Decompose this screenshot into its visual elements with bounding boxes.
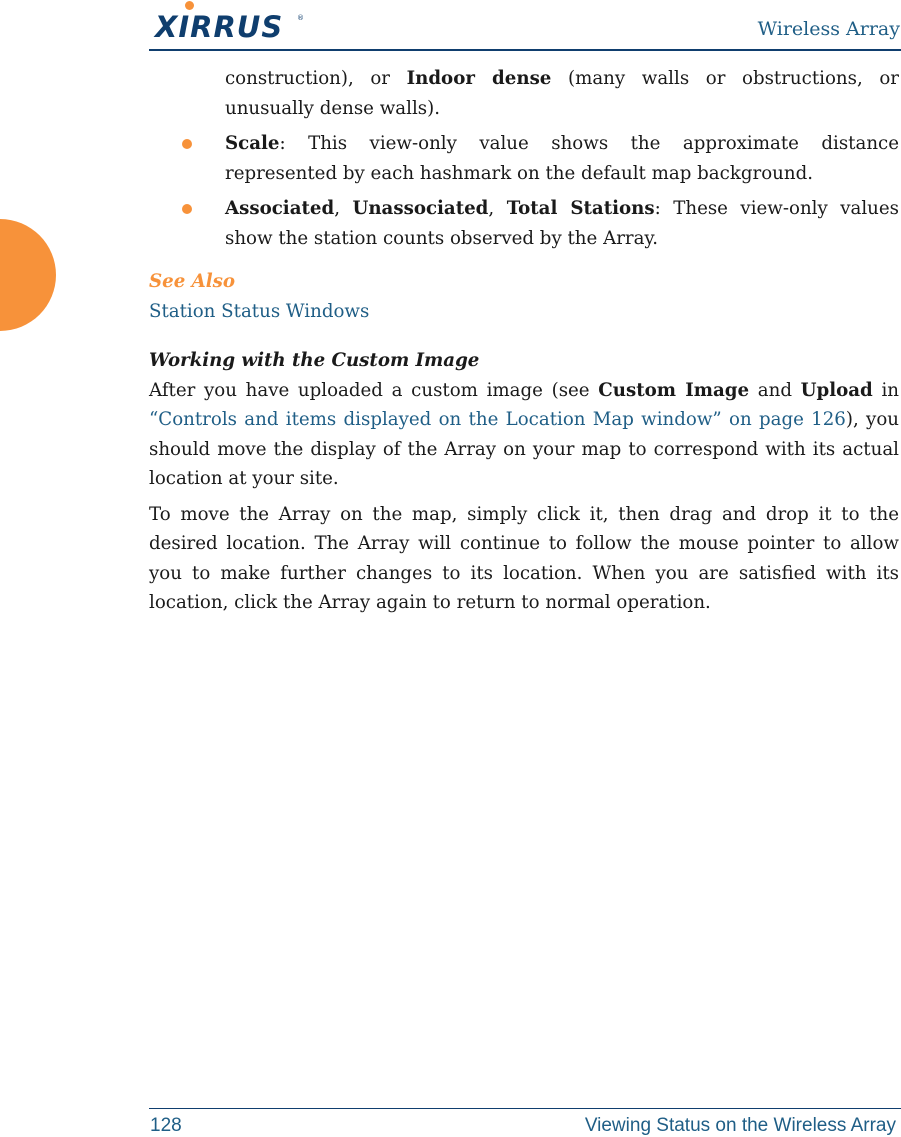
separator: , — [488, 198, 507, 219]
bold-term: Unassociated — [352, 198, 489, 219]
page-footer — [149, 1108, 901, 1137]
page-content — [149, 64, 899, 624]
bold-term: Scale — [225, 133, 280, 154]
bullet-item-scale — [149, 129, 899, 188]
separator: , — [334, 198, 353, 219]
page-header — [149, 0, 901, 52]
page-number: 128 — [150, 1115, 182, 1136]
bold-term: Total Stations — [506, 198, 655, 219]
text: construction), or — [225, 68, 407, 89]
bullet-icon — [182, 139, 192, 149]
text: ), you should move the display of the Array on your map to correspond with its actual location at your site. — [149, 409, 899, 489]
footer-rule — [149, 1108, 901, 1109]
paragraph-custom-image — [149, 376, 899, 494]
bullet-item-stations — [149, 194, 899, 253]
bullet-icon — [182, 204, 192, 214]
see-also-link-row — [149, 297, 899, 327]
header-title: Wireless Array — [757, 18, 900, 40]
registered-mark: ® — [297, 14, 304, 22]
bold-term: Upload — [800, 379, 873, 401]
continuation-paragraph — [149, 64, 899, 123]
bold-term: Indoor dense — [406, 68, 552, 89]
text: (many walls or obstructions, or unusually dense walls). — [225, 68, 899, 119]
xirrus-logo: XIRRUS — [155, 10, 284, 44]
text: : These view-only values show the station counts observed by the Array. — [225, 198, 899, 249]
text: : This view-only value shows the approximate distance represented by each hashmark on the default map background. — [225, 133, 899, 184]
footer-chapter-title: Viewing Status on the Wireless Array — [584, 1115, 896, 1136]
bold-term: Custom Image — [598, 379, 750, 401]
bold-term: Associated — [225, 198, 335, 219]
station-status-windows-link[interactable]: Station Status Windows — [149, 300, 370, 322]
section-heading: Working with the Custom Image — [149, 350, 480, 371]
text: and — [749, 379, 801, 401]
header-rule — [149, 49, 901, 51]
chapter-tab-marker — [0, 219, 56, 331]
text: in — [872, 379, 900, 401]
paragraph-move-array: To move the Array on the map, simply click it, then drag and drop it to the desired location. The Array will continue to follow the mouse pointer to allow you to make further changes to its location. When you are satisfied with its location, click the Array again to return to normal operation. — [149, 503, 899, 613]
logo-dot-icon — [185, 1, 194, 10]
text: After you have uploaded a custom image (see — [149, 379, 599, 401]
see-also-heading: See Also — [149, 271, 235, 292]
cross-reference-link[interactable]: “Controls and items displayed on the Location Map window” on page 126 — [149, 409, 846, 430]
